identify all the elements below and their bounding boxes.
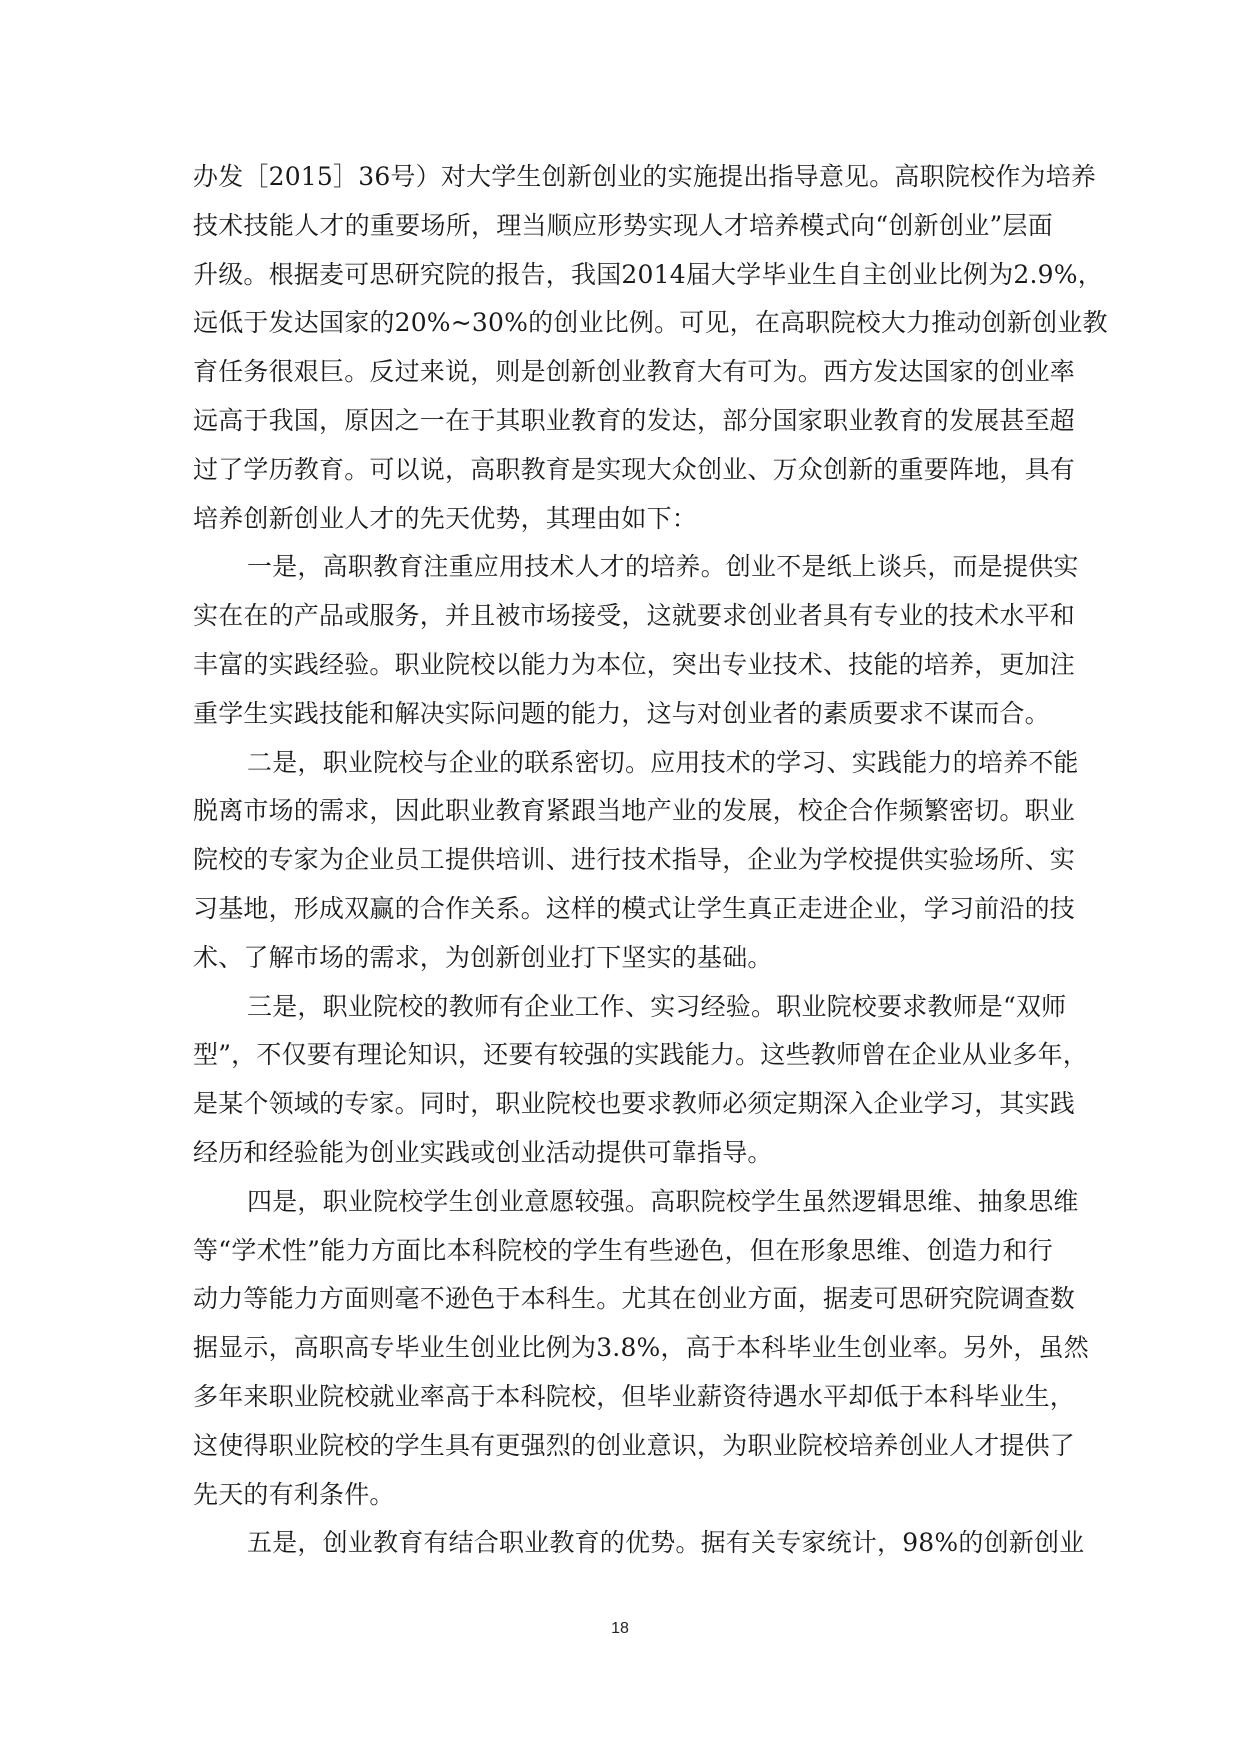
text-line: 据显示，高职高专毕业生创业比例为3.8%，高于本科毕业生创业率。另外，虽然: [193, 1333, 1089, 1363]
text-line: 重学生实践技能和解决实际问题的能力，这与对创业者的素质要求不谋而合。: [193, 698, 1050, 728]
text-line: 习基地，形成双赢的合作关系。这样的模式让学生真正走进企业，学习前沿的技: [193, 893, 1076, 923]
text-line: 术、了解市场的需求，为创新创业打下坚实的基础。: [193, 942, 773, 972]
text-line: 先天的有利条件。: [193, 1479, 395, 1509]
text-line: 多年来职业院校就业率高于本科院校，但毕业薪资待遇水平却低于本科毕业生，: [193, 1381, 1076, 1411]
paragraph-start-line: 五是，创业教育有结合职业教育的优势。据有关专家统计，98%的创新创业: [247, 1528, 1085, 1558]
text-line: 远高于我国，原因之一在于其职业教育的发达，部分国家职业教育的发展甚至超: [193, 405, 1076, 435]
text-line: 是某个领域的专家。同时，职业院校也要求教师必须定期深入企业学习，其实践: [193, 1089, 1076, 1119]
paragraph-start-line: 三是，职业院校的教师有企业工作、实习经验。职业院校要求教师是“双师: [247, 991, 1067, 1021]
paragraph-start-line: 一是，高职教育注重应用技术人才的培养。创业不是纸上谈兵，而是提供实: [247, 552, 1079, 582]
text-line: 过了学历教育。可以说，高职教育是实现大众创业、万众创新的重要阵地，具有: [193, 454, 1076, 484]
text-line: 院校的专家为企业员工提供培训、进行技术指导，企业为学校提供实验场所、实: [193, 845, 1076, 875]
text-line: 育任务很艰巨。反过来说，则是创新创业教育大有可为。西方发达国家的创业率: [193, 357, 1076, 387]
text-line: 型”，不仅要有理论知识，还要有较强的实践能力。这些教师曾在企业从业多年，: [193, 1040, 1088, 1070]
text-line: 动力等能力方面则毫不逊色于本科生。尤其在创业方面，据麦可思研究院调查数: [193, 1284, 1076, 1314]
text-line: 实在在的产品或服务，并且被市场接受，这就要求创业者具有专业的技术水平和: [193, 601, 1076, 631]
body-text: [193, 153, 1108, 1568]
text-line: 远低于发达国家的20%~30%的创业比例。可见，在高职院校大力推动创新创业教: [193, 308, 1108, 338]
text-line: 培养创新创业人才的先天优势，其理由如下：: [193, 503, 698, 533]
text-line: 这使得职业院校的学生具有更强烈的创业意识，为职业院校培养创业人才提供了: [193, 1430, 1076, 1460]
text-line: 升级。根据麦可思研究院的报告，我国2014届大学毕业生自主创业比例为2.9%，: [193, 259, 1103, 289]
text-line: 经历和经验能为创业实践或创业活动提供可靠指导。: [193, 1137, 773, 1167]
text-line: 等“学术性”能力方面比本科院校的学生有些逊色，但在形象思维、创造力和行: [193, 1235, 1053, 1265]
text-line: 脱离市场的需求，因此职业教育紧跟当地产业的发展，校企合作频繁密切。职业: [193, 796, 1076, 826]
text-line: 技术技能人才的重要场所，理当顺应形势实现人才培养模式向“创新创业”层面: [193, 210, 1053, 240]
paragraph-start-line: 二是，职业院校与企业的联系密切。应用技术的学习、实践能力的培养不能: [247, 747, 1079, 777]
text-line: 办发［2015］36号）对大学生创新创业的实施提出指导意见。高职院校作为培养: [193, 162, 1097, 191]
text-line: 丰富的实践经验。职业院校以能力为本位，突出专业技术、技能的培养，更加注: [193, 649, 1076, 679]
paragraph-start-line: 四是，职业院校学生创业意愿较强。高职院校学生虽然逻辑思维、抽象思维: [247, 1186, 1079, 1216]
page-number: 18: [611, 1620, 629, 1637]
